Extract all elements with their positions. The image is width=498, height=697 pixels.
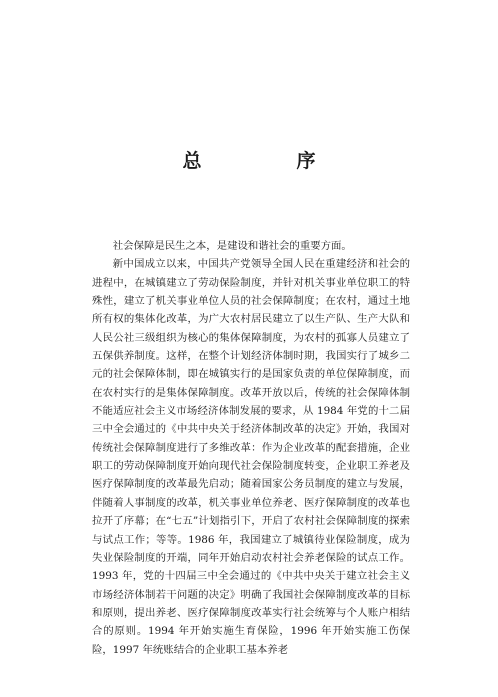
body-text	[92, 237, 410, 659]
paragraph: 新中国成立以来，中国共产党领导全国人民在重建经济和社会的进程中，在城镇建立了劳动保险制度，并针对机关事业单位职工的特殊性，建立了机关事业单位人员的社会保障制度；在农村，通过土地所有权的集体化改革，为广大农村居民建立了以生产队、生产大队和人民公社三级组织为核心的集体保障制度，为农村的孤寡人员建立了五保供养制度。这样，在整个计划经济体制时期，我国实行了城乡二元的社会保障体制，即在城镇实行的是国家负责的单位保障制度，而在农村实行的是集体保障制度。改革开放以后，传统的社会保障体制不能适应社会主义市场经济体制发展的要求，从 1984 年党的十二届三中全会通过的《中共中央关于经济体制改革的决定》开始，我国对传统社会保障制度进行了多维改革：作为企业改革的配套措施，企业职工的劳动保障制度开始向现代社会保险制度转变，企业职工养老及医疗保障制度的改革最先启动；随着国家公务员制度的建立与发展，伴随着人事制度的改革，机关事业单位养老、医疗保障制度的改革也拉开了序幕；在“七五”计划指引下，开启了农村社会保障制度的探索与试点工作；等等。1986 年，我国建立了城镇待业保险制度，成为失业保险制度的开端，同年开始启动农村社会养老保险的试点工作。1993 年，党的十四届三中全会通过的《中共中央关于建立社会主义市场经济体制若干问题的决定》明确了我国社会保障制度改革的目标和原则，提出养老、医疗保障制度改革实行社会统筹与个人账户相结合的原则。1994 年开始实施生育保险，1996 年开始实施工伤保险，1997 年统账结合的企业职工基本养老	[92, 258, 410, 656]
page-title: 总 序	[182, 150, 354, 172]
paragraph: 社会保障是民生之本，是建设和谐社会的重要方面。	[112, 240, 352, 252]
